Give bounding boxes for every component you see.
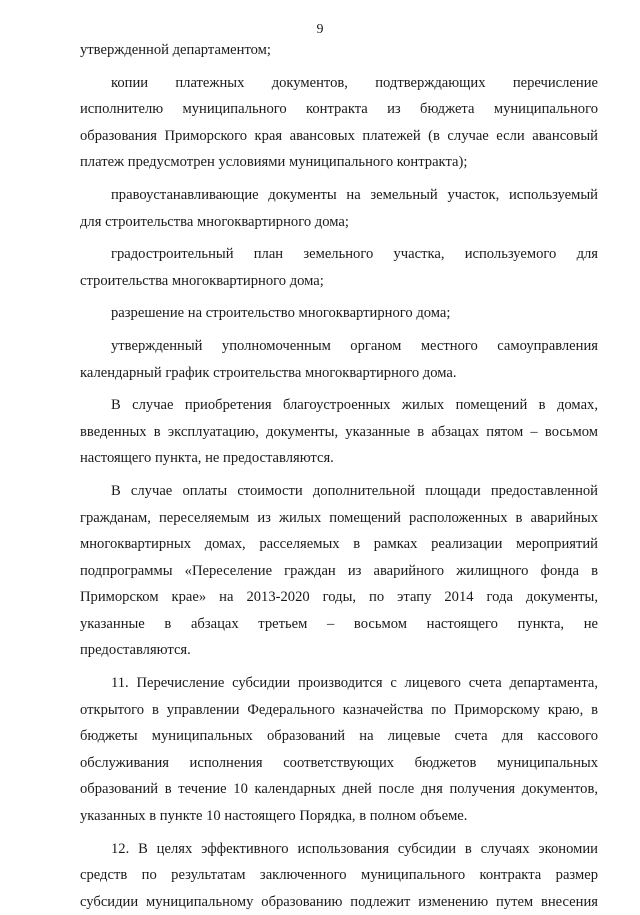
text-line: платеж предусмотрен условиями муниципального контракта); bbox=[80, 154, 468, 171]
text-line: предоставляются. bbox=[80, 642, 191, 659]
text-line: градостроительный план земельного участка, используемого для bbox=[111, 246, 598, 263]
paragraph bbox=[80, 333, 598, 386]
paragraph bbox=[80, 836, 598, 915]
text-line: гражданам, переселяемым из жилых помещений расположенных в аварийных bbox=[80, 509, 598, 526]
text-line: копии платежных документов, подтверждающих перечисление bbox=[111, 74, 598, 91]
text-line: утвержденной департаментом; bbox=[80, 42, 271, 58]
text-line: указанные в абзацах третьем – восьмом настоящего пункта, не bbox=[80, 615, 598, 632]
text-line: средств по результатам заключенного муниципального контракта размер bbox=[80, 867, 598, 884]
text-line: введенных в эксплуатацию, документы, указанные в абзацах пятом – восьмом bbox=[80, 423, 598, 440]
text-line: В случае оплаты стоимости дополнительной площади предоставленной bbox=[111, 482, 598, 499]
paragraph bbox=[80, 241, 598, 294]
text-line: 11. Перечисление субсидии производится с лицевого счета департамента, bbox=[111, 675, 598, 692]
text-line: открытого в управлении Федерального казначейства по Приморскому краю, в bbox=[80, 701, 598, 718]
page-number: 9 bbox=[316, 22, 324, 37]
text-line: правоустанавливающие документы на земельный участок, используемый bbox=[111, 186, 598, 203]
text-line: В случае приобретения благоустроенных жилых помещений в домах, bbox=[111, 397, 598, 414]
paragraph bbox=[80, 478, 598, 664]
document-body bbox=[80, 37, 598, 915]
text-line: образования Приморского края авансовых платежей (в случае если авансовый bbox=[80, 127, 598, 144]
paragraph bbox=[80, 392, 598, 472]
text-line: настоящего пункта, не предоставляются. bbox=[80, 450, 334, 467]
paragraph bbox=[80, 70, 598, 176]
paragraph bbox=[80, 300, 598, 327]
paragraph bbox=[80, 37, 598, 64]
text-line: 12. В целях эффективного использования субсидии в случаях экономии bbox=[111, 840, 598, 857]
text-line: бюджеты муниципальных образований на лицевые счета для кассового bbox=[80, 728, 598, 745]
text-line: обслуживания исполнения соответствующих бюджетов муниципальных bbox=[80, 754, 598, 771]
text-line: субсидии муниципальному образованию подлежит изменению путем внесения bbox=[80, 893, 598, 910]
text-line: подпрограммы «Переселение граждан из аварийного жилищного фонда в bbox=[80, 562, 598, 579]
paragraph bbox=[80, 182, 598, 235]
text-line: разрешение на строительство многоквартирного дома; bbox=[111, 305, 451, 322]
paragraph bbox=[80, 670, 598, 830]
text-line: указанных в пункте 10 настоящего Порядка, в полном объеме. bbox=[80, 808, 468, 825]
text-line: для строительства многоквартирного дома; bbox=[80, 213, 349, 230]
text-line: календарный график строительства многоквартирного дома. bbox=[80, 364, 457, 381]
text-line: образований в течение 10 календарных дней после дня получения документов, bbox=[80, 781, 598, 798]
text-line: строительства многоквартирного дома; bbox=[80, 272, 324, 289]
text-line: утвержденный уполномоченным органом местного самоуправления bbox=[111, 337, 598, 354]
text-line: исполнителю муниципального контракта из бюджета муниципального bbox=[80, 101, 598, 118]
text-line: многоквартирных домах, расселяемых в рамках реализации мероприятий bbox=[80, 536, 598, 553]
text-line: Приморском крае» на 2013-2020 годы, по этапу 2014 года документы, bbox=[80, 589, 598, 606]
